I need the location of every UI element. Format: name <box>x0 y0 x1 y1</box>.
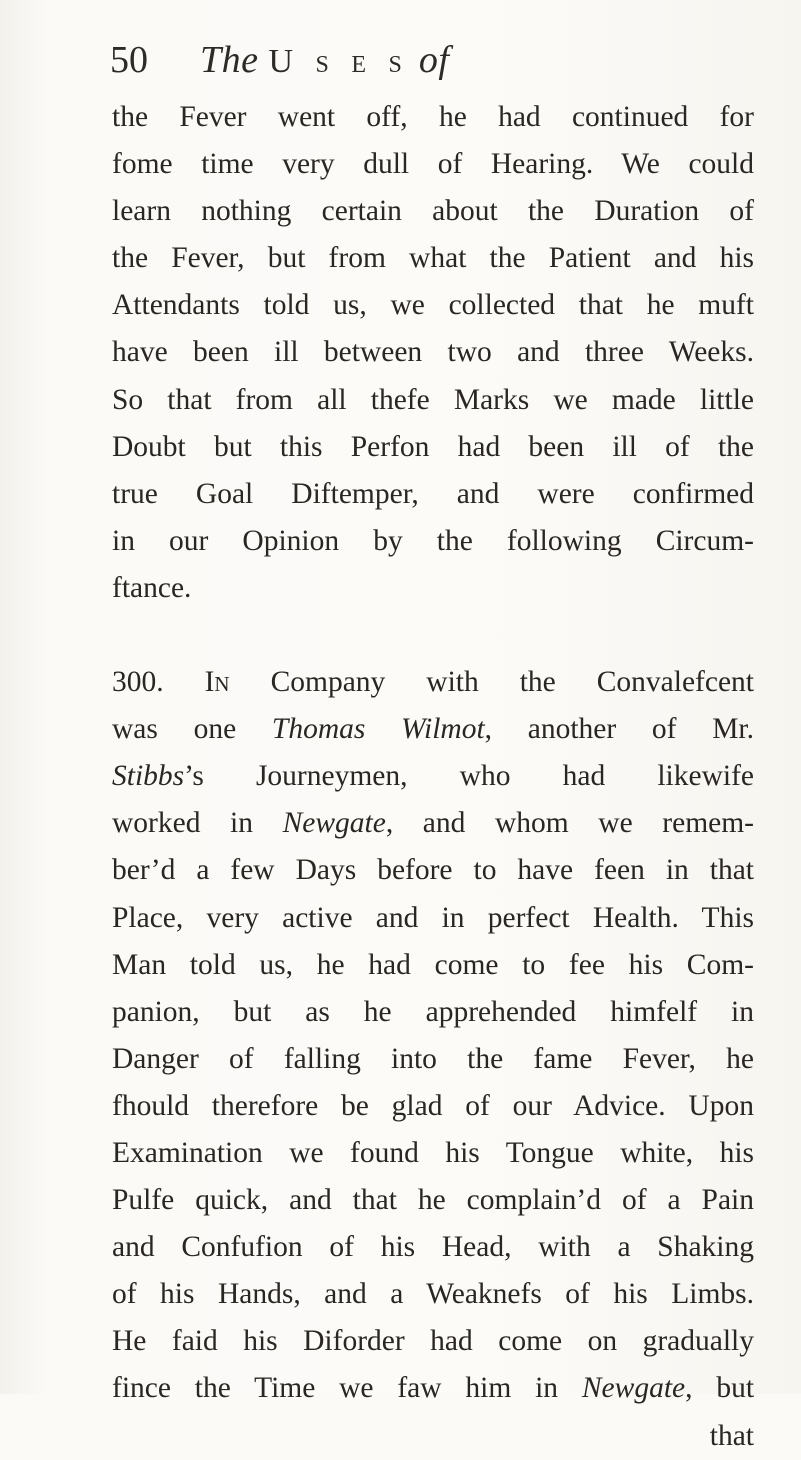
text-line: fome time very dull of Hearing. We could <box>112 148 754 181</box>
text-line: Attendants told us, we collected that he muft <box>112 289 754 322</box>
text-line: So that from all thefe Marks we made little <box>112 383 754 416</box>
paragraph-gap <box>112 612 754 659</box>
text-run: was one <box>112 713 237 746</box>
italic-name: Stibbs <box>112 760 185 793</box>
body-text <box>112 94 754 1460</box>
catchword: that <box>709 1419 754 1452</box>
text-line: fhould therefore be glad of our Advice. Upon <box>112 1089 754 1122</box>
running-title-of: of <box>418 39 450 81</box>
text-line: Examination we found his Tongue white, his <box>112 1136 754 1169</box>
text-line: He faid his Diforder had come on gradually <box>112 1325 754 1358</box>
text-line: ftance. <box>112 571 192 604</box>
running-title-the: The <box>200 39 259 81</box>
small-caps-word: In <box>204 666 230 699</box>
text-line: and Confufion of his Head, with a Shaking <box>112 1231 754 1264</box>
text-line: Doubt but this Perfon had been ill of the <box>112 430 754 463</box>
text-line <box>112 800 754 847</box>
text-line: in our Opinion by the following Circum- <box>112 524 754 557</box>
text-run: , but <box>685 1372 755 1405</box>
text-line: true Goal Diftemper, and were confirmed <box>112 477 754 510</box>
paragraph-2 <box>112 659 754 1460</box>
text-line <box>112 706 754 753</box>
text-line: of his Hands, and a Weaknefs of his Limbs. <box>112 1278 754 1311</box>
text-line: learn nothing certain about the Duration of <box>112 195 754 228</box>
italic-place: Newgate <box>581 1372 686 1405</box>
text-run: Company with the Convalefcent <box>270 666 755 699</box>
paragraph-number: 300. <box>112 666 164 699</box>
text-run: fince the Time we faw him in <box>112 1372 559 1405</box>
text-line <box>112 659 754 706</box>
running-title <box>200 34 449 88</box>
running-title-uses: U s e s <box>268 43 409 80</box>
text-run: worked in <box>112 807 253 840</box>
text-line: the Fever went off, he had continued for <box>112 101 754 133</box>
text-line: Danger of falling into the fame Fever, he <box>112 1042 754 1075</box>
text-line <box>112 1365 754 1412</box>
text-run: , and whom we remem- <box>385 807 755 840</box>
text-line <box>112 753 754 800</box>
text-line: Pulfe quick, and that he complain’d of a Pain <box>112 1184 754 1217</box>
text-line: have been ill between two and three Weeks. <box>112 336 754 369</box>
paragraph-1 <box>112 94 754 612</box>
text-run: , another of Mr. <box>484 713 754 746</box>
text-line: ber’d a few Days before to have feen in that <box>112 854 754 887</box>
text-line: Man told us, he had come to fee his Com- <box>112 948 754 981</box>
italic-name: Thomas Wilmot <box>271 713 485 746</box>
running-head <box>110 34 670 86</box>
page-number: 50 <box>110 39 148 81</box>
text-line: panion, but as he apprehended himfelf in <box>112 995 754 1028</box>
text-line: the Fever, but from what the Patient and his <box>112 242 754 275</box>
text-run: ’s Journeymen, who had likewife <box>184 760 754 793</box>
text-line: Place, very active and in perfect Health. This <box>112 901 754 934</box>
italic-place: Newgate <box>282 807 386 840</box>
